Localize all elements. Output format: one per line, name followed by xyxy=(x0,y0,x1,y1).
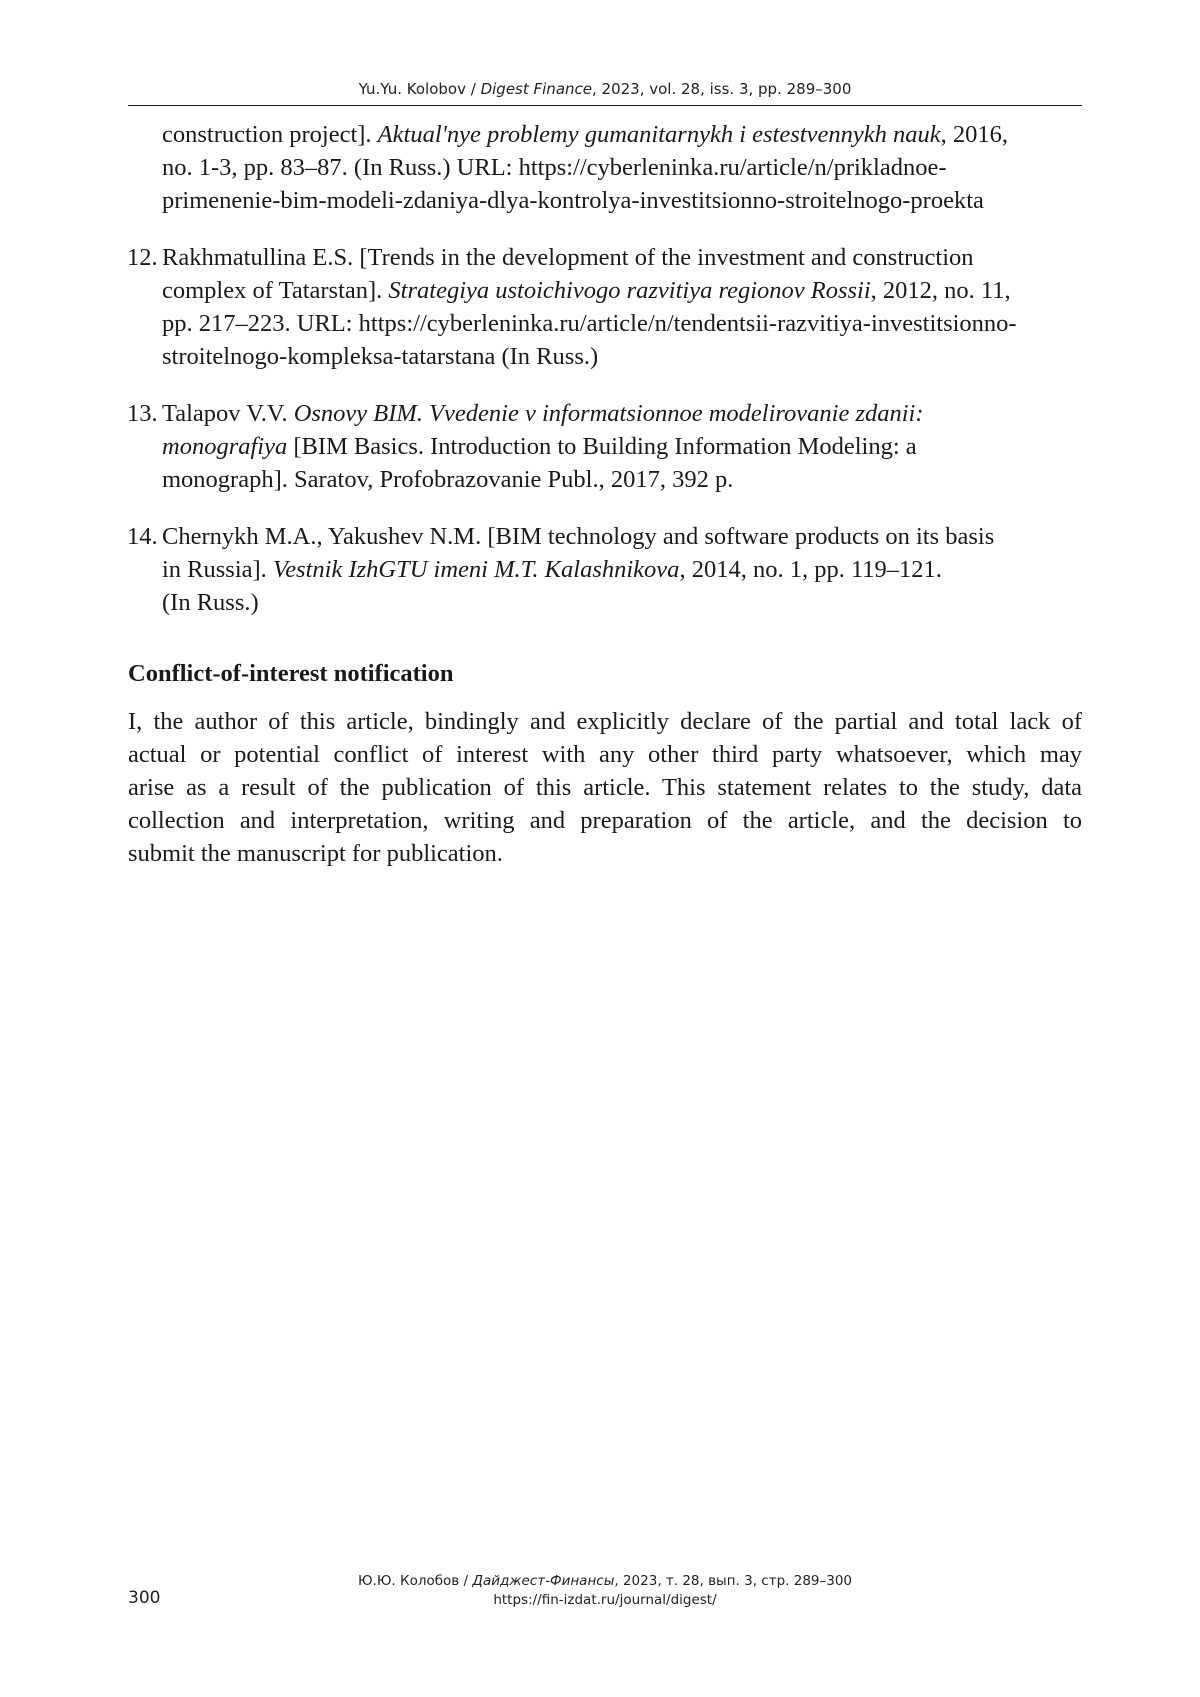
reference-line xyxy=(162,430,1082,463)
reference-text: (In Russ.) xyxy=(162,589,259,616)
reference-text: complex of Tatarstan]. xyxy=(162,277,388,304)
reference-list xyxy=(128,118,1082,619)
reference-text: , 2016, xyxy=(941,121,1008,148)
reference-line xyxy=(162,118,1082,151)
conflict-paragraph xyxy=(128,705,1082,870)
reference-text: construction project]. xyxy=(162,121,378,148)
reference-text: monograph]. Saratov, Profobrazovanie Publ., 2017, 392 p. xyxy=(162,466,733,493)
reference-number: 14. xyxy=(127,520,158,553)
reference-text: primenenie-bim-modeli-zdaniya-dlya-kontrolya-investitsionno-stroitelnogo-proekta xyxy=(162,187,984,214)
reference-italic-title: Vestnik IzhGTU imeni M.T. Kalashnikova xyxy=(273,556,680,583)
running-head-author: Yu.Yu. Kolobov xyxy=(359,80,466,98)
conflict-heading: Conflict-of-interest notification xyxy=(128,657,1082,690)
reference-line xyxy=(162,553,1082,586)
reference-text: [BIM Basics. Introduction to Building Information Modeling: a xyxy=(287,433,916,460)
footer-url: https://fin-izdat.ru/journal/digest/ xyxy=(300,1591,910,1610)
reference-italic-title: Strategiya ustoichivogo razvitiya regionov Rossii xyxy=(388,277,870,304)
paragraph-line: I, the author of this article, bindingly and explicitly declare of the partial and total lack of xyxy=(128,705,1082,738)
reference-text: , 2012, no. 11, xyxy=(871,277,1011,304)
running-head-journal: Digest Finance xyxy=(481,80,592,98)
reference-item xyxy=(128,118,1082,217)
reference-item xyxy=(128,520,1082,619)
reference-line xyxy=(162,397,1082,430)
page-footer xyxy=(300,1572,910,1610)
footer-journal: Дайджест-Финансы xyxy=(472,1573,614,1589)
reference-line xyxy=(162,520,1082,553)
reference-line xyxy=(162,184,1082,217)
reference-text: stroitelnogo-kompleksa-tatarstana (In Russ.) xyxy=(162,343,598,370)
reference-line xyxy=(162,340,1082,373)
reference-line xyxy=(162,241,1082,274)
reference-text: in Russia]. xyxy=(162,556,273,583)
paragraph-line: actual or potential conflict of interest with any other third party whatsoever, which may xyxy=(128,738,1082,771)
reference-number: 13. xyxy=(127,397,158,430)
paragraph-line: arise as a result of the publication of this article. This statement relates to the study, data xyxy=(128,771,1082,804)
footer-details: , 2023, т. 28, вып. 3, стр. 289–300 xyxy=(614,1573,852,1589)
reference-text: Chernykh M.A., Yakushev N.M. [BIM technology and software products on its basis xyxy=(162,523,994,550)
reference-number: 12. xyxy=(127,241,158,274)
article-body xyxy=(128,118,1082,870)
reference-text: Talapov V.V. xyxy=(162,400,294,427)
paragraph-line: collection and interpretation, writing and preparation of the article, and the decision to xyxy=(128,804,1082,837)
reference-item xyxy=(128,397,1082,496)
reference-text: Rakhmatullina E.S. [Trends in the development of the investment and construction xyxy=(162,244,974,271)
paragraph-line: submit the manuscript for publication. xyxy=(128,837,1082,870)
reference-text: no. 1-3, pp. 83–87. (In Russ.) URL: https://cyberleninka.ru/article/n/prikladnoe- xyxy=(162,154,947,181)
reference-italic-title: Osnovy BIM. Vvedenie v informatsionnoe modelirovanie zdanii: xyxy=(294,400,924,427)
reference-italic-title: Aktual'nye problemy gumanitarnykh i estestvennykh nauk xyxy=(378,121,941,148)
running-head-details: , 2023, vol. 28, iss. 3, pp. 289–300 xyxy=(592,80,851,98)
reference-text: pp. 217–223. URL: https://cyberleninka.ru/article/n/tendentsii-razvitiya-investitsionno- xyxy=(162,310,1017,337)
reference-item xyxy=(128,241,1082,373)
reference-line xyxy=(162,463,1082,496)
reference-line xyxy=(162,274,1082,307)
reference-line xyxy=(162,307,1082,340)
reference-italic-title: monografiya xyxy=(162,433,287,460)
header-rule xyxy=(128,105,1082,106)
reference-text: , 2014, no. 1, pp. 119–121. xyxy=(679,556,941,583)
running-head-separator: / xyxy=(466,80,481,98)
running-head xyxy=(128,80,1082,98)
footer-author: Ю.Ю. Колобов xyxy=(358,1573,459,1589)
page-number: 300 xyxy=(128,1588,160,1608)
reference-line xyxy=(162,586,1082,619)
footer-citation xyxy=(300,1572,910,1591)
footer-separator: / xyxy=(459,1573,472,1589)
reference-line xyxy=(162,151,1082,184)
